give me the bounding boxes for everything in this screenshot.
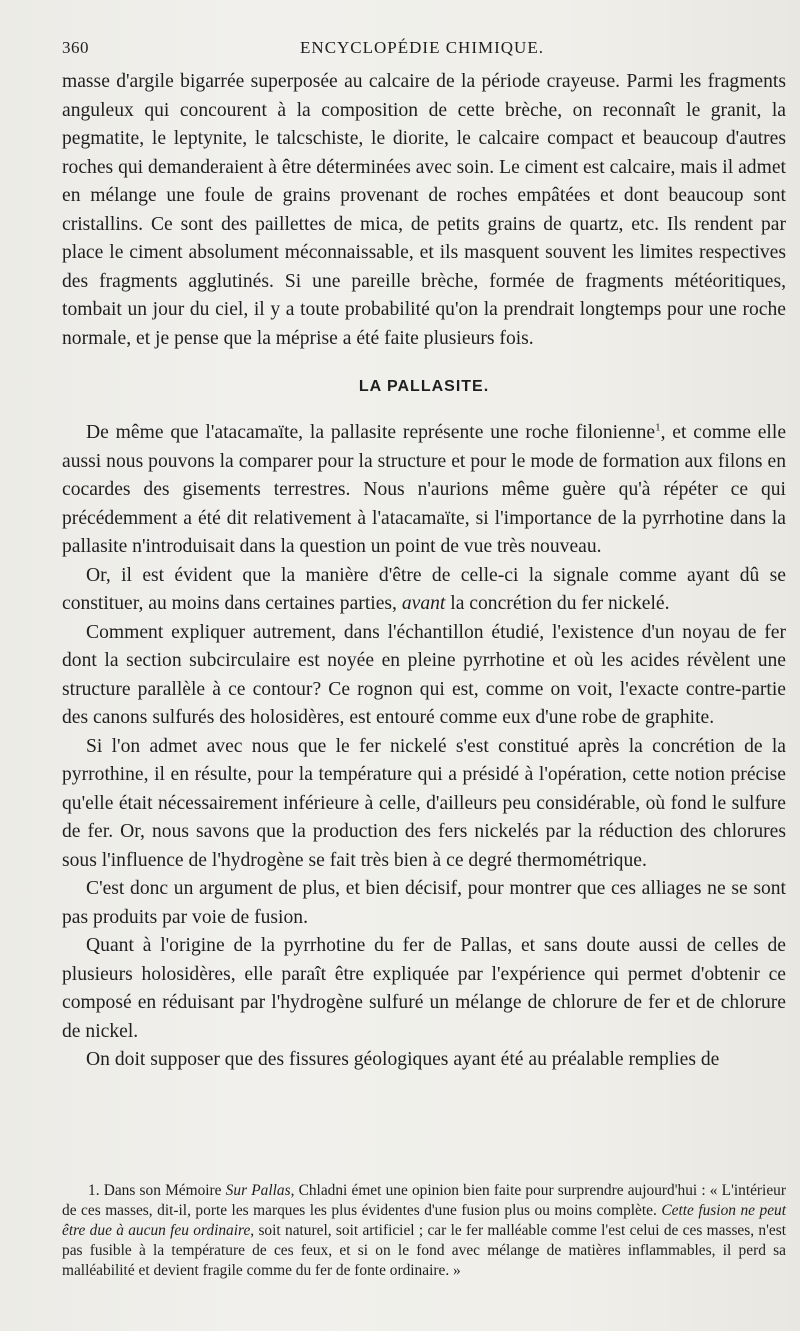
- footnote-text: [62, 1181, 786, 1281]
- paragraph-text: la concrétion du fer nickelé.: [445, 593, 670, 614]
- footnote: [62, 1181, 786, 1281]
- footnote-emphasis: Cette fusion ne peut être due à aucun feu ordinaire: [62, 1202, 786, 1239]
- footnote-emphasis: Sur Pallas: [225, 1182, 291, 1199]
- paragraph: Si l'on admet avec nous que le fer nickelé s'est constitué après la concrétion de la pyrrothine, il en résulte, pour la température qui a présidé à l'opération, cette notion précise qu'elle était nécessairement inférieure à celle, d'ailleurs peu considérable, où fond le sulfure de fer. Or, nous savons que la production des fers nickelés par la réduction des chlorures sous l'influence de l'hydrogène se fait très bien à ce degré thermométrique.: [62, 735, 786, 871]
- running-title: ENCYCLOPÉDIE CHIMIQUE.: [300, 38, 544, 57]
- paragraph: [62, 562, 786, 619]
- footnote-number: 1.: [88, 1182, 100, 1199]
- paragraph: [62, 419, 786, 562]
- footnote-segment: Dans son Mémoire: [99, 1182, 226, 1199]
- section-heading: LA PALLASITE.: [358, 378, 490, 395]
- footnote-segment: , Chladni émet une opinion bien faite pour surprendre aujourd'hui : « L'intérieur de ces masses, dit-il, porte les marques les plus évidentes d'une fusion plus ou moins complète.: [62, 1182, 786, 1219]
- paragraph-continues: On doit supposer que des fissures géologiques ayant été au préalable remplies de: [86, 1049, 720, 1070]
- paragraph: Comment expliquer autrement, dans l'échantillon étudié, l'existence d'un noyau de fer dont la section subcirculaire est noyée en pleine pyrrhotine et où les acides révèlent une structure parallèle à ce contour? Ce rognon qui est, comme on voit, l'exacte contre-partie des canons sulfurés des holosidères, est entouré comme eux d'une robe de graphite.: [62, 621, 786, 728]
- paragraph: Quant à l'origine de la pyrrhotine du fer de Pallas, et sans doute aussi de celles de plusieurs holosidères, elle paraît être expliquée par l'expérience qui permet d'obtenir ce composé en réduisant par l'hydrogène sulfuré un mélange de chlorure de fer et de chlorure de nickel.: [62, 935, 786, 1042]
- footnote-reference: 1: [655, 421, 661, 434]
- paragraph-text: De même que l'atacamaïte, la pallasite représente une roche filonienne: [86, 422, 656, 443]
- body-text: [62, 68, 786, 1075]
- paragraph-continued: masse d'argile bigarrée superposée au calcaire de la période crayeuse. Parmi les fragments anguleux qui concourent à la composition de cette brèche, on reconnaît le granit, la pegmatite, le leptynite, le talcschiste, le diorite, le calcaire compact et beaucoup d'autres roches qui demanderaient à être déterminées avec soin. Le ciment est calcaire, mais il admet en mélange une foule de grains provenant de roches empâtées et dont beaucoup sont cristallins. Ce sont des paillettes de mica, de petits grains de quartz, etc. Ils rendent par place le ciment absolument méconnaissable, et ils masquent souvent les limites respectives des fragments agglutinés. Si une pareille brèche, formée de fragments météoritiques, tombait un jour du ciel, il y a toute probabilité qu'on la prendrait longtemps pour une roche normale, et je pense que la méprise a été faite plusieurs fois.: [62, 71, 786, 349]
- page-number: 360: [62, 38, 89, 57]
- emphasis-text: avant: [401, 593, 446, 614]
- paragraph-text: , et comme elle aussi nous pouvons la comparer pour la structure et pour le mode de formation aux filons en cocardes des gisements terrestres. Nous n'aurions même guère qu'à répéter ce qui précédemment a été dit relativement à l'atacamaïte, si l'importance de la pyrrhotine dans la pallasite n'introduisait dans la question un point de vue très nouveau.: [62, 422, 787, 557]
- paragraph: C'est donc un argument de plus, et bien décisif, pour montrer que ces alliages ne se sont pas produits par voie de fusion.: [62, 878, 786, 928]
- running-head: [62, 38, 782, 62]
- footnote-segment: , soit naturel, soit artificiel ; car le fer malléable comme l'est celui de ces masses, n'est pas fusible à la température de ces feux, et si on le fond avec mélange de matières inflammables, il perd sa malléabilité et devient fragile comme du fer de fonte ordinaire. »: [62, 1222, 786, 1279]
- paragraph-text: Or, il est évident que la manière d'être de celle-ci la signale comme ayant dû se constituer, au moins dans certaines parties,: [62, 564, 786, 614]
